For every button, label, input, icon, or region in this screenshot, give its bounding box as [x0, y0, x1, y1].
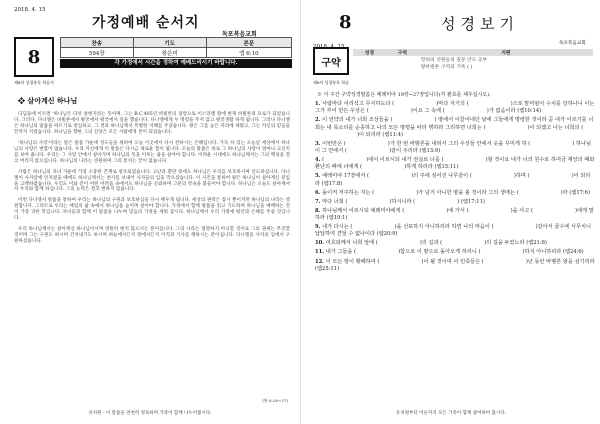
- quiz-question: 4. ( )에서 이르시되 내가 전실로 너를 ( )할 것이요 내가 너의 원수로 하여금 재앙의 때와 환난의 때에 너에게 ( )하게 하리라 (렘15:11): [315, 157, 595, 171]
- sermon-paragraph: 우리 하나님께서는 살아계신 하나님이시며 영원히 변치 않으시는 분이십니다. 그의 나라는 멸망하지 아니할 것이요 그의 권세는 무궁할 것이며 그는 구원도 하시며 건져내기도 하시며 하늘에서든지 땅에서든지 이적과 기사를 행하시는 분이십니다. 다니엘을 사자의 입에서 구원하셨습니다.: [14, 227, 290, 245]
- left-number: 8: [27, 46, 41, 68]
- right-page-title: 성경보기: [441, 15, 519, 33]
- quiz-question: 2. 이 언약의 내가 너희 조상들을 ( ) 땅에서 이끌어내던 날에 그들에게 명령한 것이라 곧 내가 이르기를 너희는 내 목소리를 순종하고 나의 모든 명령을 따라 행하라 그리하면 너희는 ( )이 되겠고 나는 너희의 ()이 되리라 (렘11:4): [315, 117, 594, 138]
- worship-banner: 각 가정에서 시간을 정하여 예배드리시기 바랍니다.: [60, 59, 292, 68]
- left-number-box: [14, 37, 54, 77]
- table-header-hymn: 찬송: [61, 38, 134, 48]
- sermon-body: [14, 112, 290, 250]
- quiz-question: 1. 사람마다 어리석고 무식하도다 ( )마다 자기의 ( )으로 말미암아 수치를 당하나니 이는 그가 부어 만든 우상은 ( )이요 그 속에 ( )가 없음이라 (렘10:14): [315, 101, 595, 115]
- quiz-question: 7. 마다 너희 ( )하시니라 ( ) (렘17:11): [315, 198, 485, 205]
- left-footer: 유치원 - 이 말씀을 천천히 정독하며 가족이 함께 나누어봅시다.: [88, 411, 212, 416]
- quiz-question: 11. 내가 그들을 ( )함으로 이 땅으로 돌아오게 하리니 ( )하지 아니하리라 (렘24:6): [315, 249, 584, 256]
- right-date: 2018. 4. 15: [313, 44, 345, 50]
- table-cell-text: 엡 6:10: [206, 48, 291, 58]
- quiz-instruction: ※ 이 주간 구약성경말씀은 예레미야 19장~27장입니다(각 괄호를 채우십시오).: [317, 92, 491, 98]
- sermon-paragraph: 디딤돌에 이르면 '하나님은 다섯 살변지라는 뜻이며, 그는 B.C.405년 바빌론의 점령으로 이스라엘 땅에 현재 바빌론의 포로가 되었습니다. 그러다, 다니엘은 바빌론에서 왕궁에서 왕궁에서 일을 했습니다. 다니엘에게 두 명령을 주저 않고 왕궁생활 하게 됩니다. 그러나 다니엘은 하나님의 말씀을 따르기로 결심하고, 그 결과 하나님께서 특별한 지혜를 주셨습니다. 왕은 그를 높은 자리에 세웠고, 그는 자신의 믿음을 끝까지 지켰습니다. 하나님을 향한 그의 신앙은 모든 사람에게 본이 되었습니다.: [14, 112, 290, 135]
- reading-header-book: 성경: [353, 49, 386, 56]
- worship-order-table: [60, 37, 292, 58]
- reading-cell: 왕바빌론 구역의 기록 ( ): [420, 65, 473, 70]
- reading-cell: [353, 56, 386, 63]
- sermon-paragraph: '하나님의 사랑'이라는 말은 말씀 가운데 성도들을 위하여 오늘 이곳에서 다시 전하시는 은혜입니다. 가득 차 있는 오늘날 세상에서 하나님의 사랑은 변함이 없습니다. 우리 자신에게 이 말씀은 다시금 새로운 힘이 됩니다. 오늘의 말씀은 바로 그 하나님의 사랑이 얼마나 크신지를 보여 줍니다. 우리는 그 사랑 안에서 살아가며 하나님의 뜻을 이루는 삶을 살아야 합니다. 어려운 시대에도 하나님께서는 그의 백성을 결코 버리지 않으십니다. 하나님의 나라는 영원하며 그의 통치는 끝이 없습니다.: [14, 140, 290, 164]
- quiz-question: 12. 이 모든 땅이 황폐하여 ( )이 될 것이며 이 민족들은 ( )년 동안 바벨론 왕을 섬기리라 (렘25:11): [315, 258, 595, 272]
- quiz-question: 5. 예레미야 17장에서 ( )의 주에 심어진 나무같이 ( )하며 ( )이 되리라 (렘17:8): [315, 173, 591, 187]
- table-header-text: 본문: [206, 38, 291, 48]
- reading-cell: 망위의 선원들의 질문 안도 공부: [420, 58, 488, 63]
- quiz-question: 9. 내가 다시는 ( )을 선포하지 아니하리라 하면 나의 마음이 ( )같아서 골수에 사무치니 답답하여 견딜 수 없나이다 (렘20:9): [315, 224, 592, 238]
- reading-header-chapter: 지편: [419, 49, 593, 56]
- left-church-name: 독포복음교회: [222, 31, 257, 38]
- quiz-question: 3. 이번만은 ( )가 한 번 바벨론을 내려서 그의 우상들 안에서 옷을 꾸미게 하 ( ) 하나님이 그 안에서 ( )같이 주리라 (렘13:9): [315, 140, 591, 155]
- reading-header-section: 구역: [386, 49, 419, 56]
- right-page: [300, 0, 600, 424]
- reading-cell: [386, 56, 419, 63]
- quiz-question: 6. 돌이켜 저주하는 자는 ( )가 넘겨 아니한 땅을 볼 것이라 그의 생애는 ( )라 (렘17:6): [315, 189, 591, 196]
- right-church-name: 독포복음교회: [559, 41, 586, 46]
- left-date: 2018. 4. 15: [14, 7, 46, 13]
- old-testament-label: 구약: [321, 57, 341, 69]
- old-testament-box: [313, 47, 349, 75]
- left-page-title: 가정예배 순서지: [92, 15, 200, 31]
- right-footer: 유치원부터 어른까지 모든 가족이 함께 참여하여 봅시다.: [396, 411, 506, 416]
- sermon-paragraph: 사람은 하나님의 자녀 가운데 가장 소중한 존재로 창조되었습니다. 고난과 환란 중에도 하나님은 우리를 보호하시며 인도하십니다. 다니엘이 사자굴에 던져졌을 때에도 하나님께서는 천사를 보내어 사자들의 입을 막으셨습니다. 이 사건을 통하여 왕은 하나님이 살아계신 분임을 고백하였습니다. 우리도 이와 같이 어떤 어려움 속에서도 하나님을 신뢰하며 그분의 약속을 붙들어야 합니다. 하나님은 오늘도 살아계셔서 우리와 함께 하십니다. 그의 능력은 결코 변하지 않습니다.: [14, 169, 290, 193]
- left-number-caption: 제8차 성경통독 학습지: [14, 80, 54, 85]
- quiz-questions: [315, 101, 595, 275]
- scripture-source: (단 6:26~27): [262, 398, 288, 403]
- sermon-paragraph: 이번 다니엘서 말씀을 통하여 우리는 하나님의 구원과 보호하심을 다시 배우게 됩니다. 세상의 권력은 잠시 뿐이지만 하나님의 나라는 영원합니다. 그러므로 우리는 매일의 삶 속에서 하나님을 높이며 살아야 합니다. 가정에서 함께 말씀을 읽고 기도하며 하나님을 예배하는 것이 가장 귀한 복입니다. 자녀들과 함께 이 말씀을 나누며 믿음의 가정을 세워 갑시다. 하나님께서 우리 가정에 평안과 은혜를 주실 것입니다.: [14, 198, 290, 222]
- right-number-caption: 제8차 성경통독 학습: [313, 80, 349, 85]
- quiz-question: 10. 여호와께서 너희 앞에 ( )의 길과 ( )의 길을 두었노라 (렘21:8): [315, 240, 547, 247]
- reading-cell: [386, 63, 419, 70]
- table-cell-prayer: 왕은미: [133, 48, 206, 58]
- reading-table: [353, 49, 593, 70]
- table-header-prayer: 기도: [133, 38, 206, 48]
- right-number: 8: [339, 12, 352, 33]
- section-title: ❖ 살아계신 하나님: [18, 96, 78, 105]
- reading-cell: [353, 63, 386, 70]
- table-cell-hymn: 594장: [61, 48, 134, 58]
- quiz-question: 8. 하나님께서 이르시되 예레미야에게 ( )에 가서 ( )을 사고 ( )에게 말하라 (렘19:1): [315, 207, 594, 222]
